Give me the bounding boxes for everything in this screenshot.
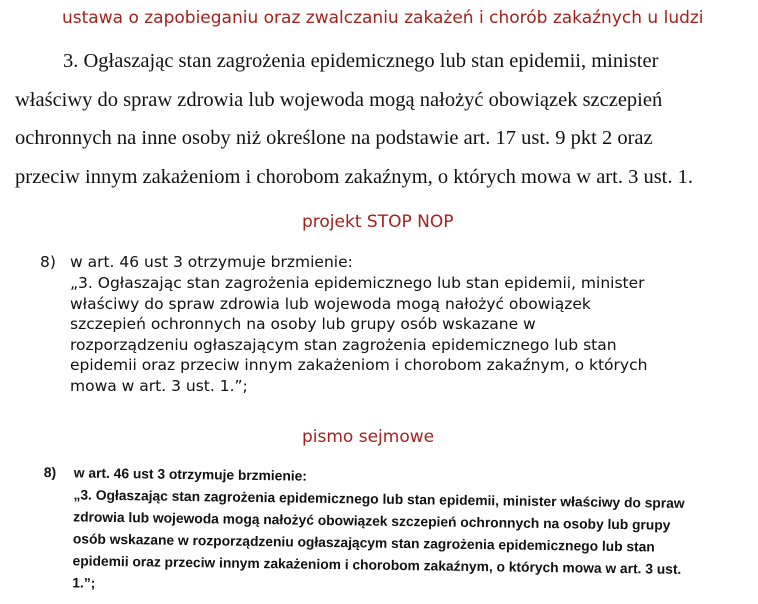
letter-line: epidemii oraz przeciw innym zakażeniom i chorobom zakaźnym, o których mowa w art. 3 ust. bbox=[72, 553, 682, 577]
act-heading: ustawa o zapobieganiu oraz zwalczaniu zakażeń i chorób zakaźnych u ludzi bbox=[62, 8, 704, 28]
project-item-body bbox=[70, 273, 730, 397]
project-item-number: 8) bbox=[40, 253, 56, 271]
act-line: ochronnych na inne osoby niż określone na podstawie art. 17 ust. 9 pkt 2 oraz bbox=[15, 127, 653, 149]
letter-item-intro: w art. 46 ust 3 otrzymuje brzmienie: bbox=[73, 465, 308, 484]
project-line: „3. Ogłaszając stan zagrożenia epidemicznego lub stan epidemii, minister bbox=[70, 274, 645, 292]
project-item-intro: w art. 46 ust 3 otrzymuje brzmienie: bbox=[70, 253, 353, 271]
act-line: przeciw innym zakażeniom i chorobom zakaźnym, o których mowa w art. 3 ust. 1. bbox=[15, 165, 694, 188]
project-line: epidemii oraz przeciw innym zakażeniom i chorobom zakaźnym, o których bbox=[70, 356, 648, 375]
act-line: właściwy do spraw zdrowia lub wojewoda mogą nałożyć obowiązek szczepień bbox=[15, 88, 663, 111]
letter-scan bbox=[42, 462, 744, 604]
act-paragraph bbox=[15, 42, 743, 196]
letter-line: zdrowia lub wojewoda mogą nałożyć obowiązek szczepień ochronnych na osoby lub grupy bbox=[73, 509, 671, 533]
act-line: 3. Ogłaszając stan zagrożenia epidemicznego lub stan epidemii, minister bbox=[63, 50, 659, 72]
letter-line: osób wskazane w rozporządzeniu ogłaszającym stan zagrożenia epidemicznego lub stan bbox=[72, 531, 655, 555]
letter-line: „3. Ogłaszając stan zagrożenia epidemicznego lub stan epidemii, minister właściwy do spraw bbox=[73, 487, 685, 511]
letter-heading: pismo sejmowe bbox=[302, 427, 435, 447]
project-line: mowa w art. 3 ust. 1.”; bbox=[70, 376, 248, 395]
letter-line: 1.”; bbox=[72, 575, 96, 591]
letter-item-number: 8) bbox=[43, 464, 57, 481]
project-line: szczepień ochronnych na osoby lub grupy osób wskazane w bbox=[70, 315, 536, 334]
project-line: właściwy do spraw zdrowia lub wojewoda mogą nałożyć obowiązek bbox=[70, 294, 591, 313]
project-heading: projekt STOP NOP bbox=[302, 212, 454, 232]
project-line: rozporządzeniu ogłaszającym stan zagrożenia epidemicznego lub stan bbox=[70, 335, 617, 354]
